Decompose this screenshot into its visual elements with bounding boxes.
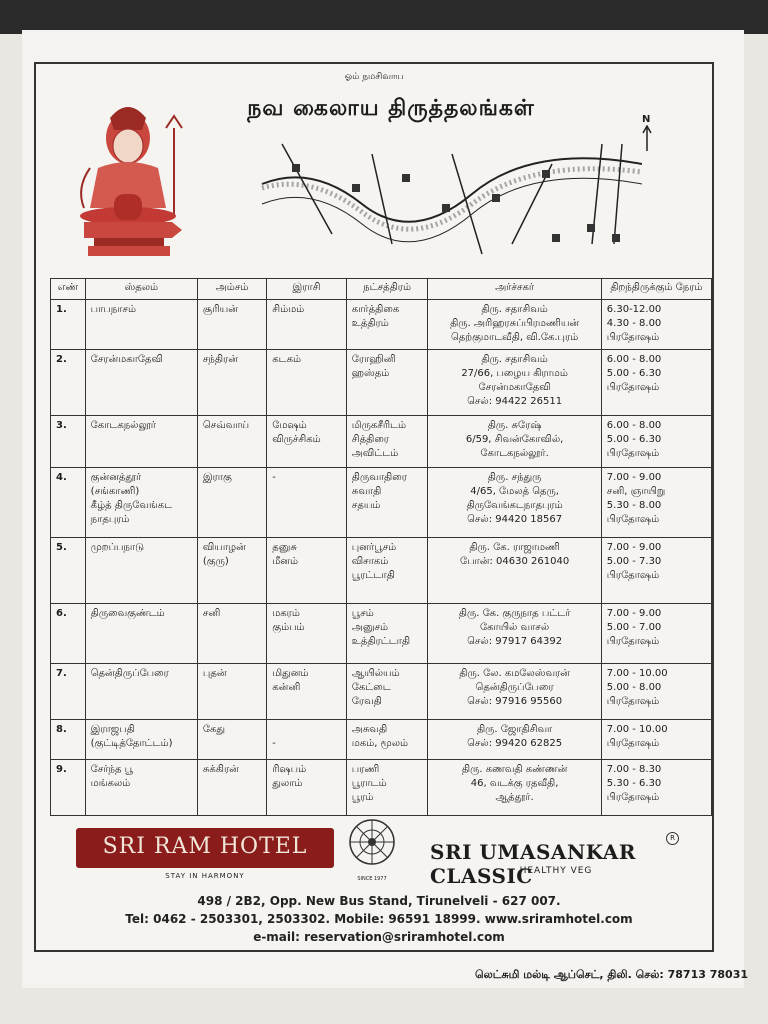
priest-line: தென்திருப்பேரை [475, 682, 554, 693]
cell-star [346, 350, 428, 416]
timing-line: பிரதோஷம் [606, 514, 660, 525]
page-title: நவ கைலாய திருத்தலங்கள் [247, 96, 535, 121]
cell-priest [428, 604, 601, 664]
timing-line: 6.00 - 8.00 [606, 354, 662, 365]
cell-place [85, 300, 197, 350]
cell-amsam [197, 350, 266, 416]
cell-place [85, 720, 197, 760]
compass-letter: N [642, 114, 651, 125]
cell-amsam [197, 664, 266, 720]
timing-line: 5.00 - 6.30 [606, 434, 662, 445]
cell-star [346, 760, 428, 816]
amsam-line: (குரு) [202, 556, 229, 567]
email-line: e-mail: reservation@sriramhotel.com [253, 930, 505, 944]
cell-number: 9. [51, 760, 86, 816]
rasi-line: சிம்மம் [272, 304, 305, 315]
column-header-number: எண் [51, 279, 86, 300]
cell-amsam [197, 760, 266, 816]
cell-place [85, 350, 197, 416]
priest-line: திரு. சதாசிவம் [481, 354, 548, 365]
rasi-line: விருச்சிகம் [272, 434, 321, 445]
timing-line: 5.30 - 6.30 [606, 778, 662, 789]
cell-amsam [197, 604, 266, 664]
cell-priest [428, 538, 601, 604]
cell-rasi [267, 468, 347, 538]
cell-timing [601, 664, 711, 720]
priest-line: திரு. கணவதி கண்ணன் [461, 764, 568, 775]
cell-place [85, 538, 197, 604]
priest-line: செல்: 94422 26511 [467, 396, 563, 407]
cell-priest [428, 664, 601, 720]
classic-tagline: HEALTHY VEG [519, 866, 593, 876]
cell-number: 8. [51, 720, 86, 760]
cell-amsam [197, 468, 266, 538]
column-header-priest: அர்ச்சகர் [428, 279, 601, 300]
shiva-lingam-illustration [70, 98, 200, 268]
timing-line: பிரதோஷம் [606, 570, 660, 581]
cell-rasi [267, 300, 347, 350]
cell-star [346, 468, 428, 538]
header [36, 64, 712, 272]
timing-line: 6.00 - 8.00 [606, 420, 662, 431]
table-row [51, 416, 712, 468]
priest-line: திரு. ஜோதிசிவா [476, 724, 553, 735]
cell-number: 5. [51, 538, 86, 604]
star-line: விசாகம் [351, 556, 389, 567]
timing-line: சனி, ஞாயிறு [606, 486, 666, 497]
address-line: 498 / 2B2, Opp. New Bus Stand, Tirunelveli - 627 007. [197, 894, 561, 908]
star-line: பூசம் [351, 608, 374, 619]
amsam-line: வியாழன் [202, 542, 246, 553]
cell-star [346, 664, 428, 720]
place-line: கீழ்த் திருவேங்கட [90, 500, 173, 511]
cell-place [85, 760, 197, 816]
column-header-amsam: அம்சம் [197, 279, 266, 300]
star-line: பூரம் [351, 792, 374, 803]
north-arrow-icon [642, 114, 652, 151]
place-line: மங்கலம் [90, 778, 131, 789]
cell-priest [428, 760, 601, 816]
priest-line: திருவேங்கடநாதபுரம் [466, 500, 563, 511]
table-row [51, 720, 712, 760]
priest-line: செல்: 97917 64392 [467, 636, 563, 647]
timing-line: 7.00 - 10.00 [606, 668, 668, 679]
timing-line: பிரதோஷம் [606, 738, 660, 749]
rasi-line: மிதுனம் [272, 668, 309, 679]
table-row [51, 664, 712, 720]
place-line: சேர்ந்த பூ [90, 764, 134, 775]
timing-line: 7.00 - 9.00 [606, 608, 662, 619]
cell-timing [601, 760, 711, 816]
column-header-star: நட்சத்திரம் [346, 279, 428, 300]
amsam-line: கேது [202, 724, 226, 735]
timing-line: பிரதோஷம் [606, 332, 660, 343]
rasi-line: தனுசு [272, 542, 297, 553]
place-line: (சங்காணி) [90, 486, 140, 497]
phone-line: Tel: 0462 - 2503301, 2503302. Mobile: 96591 18999. www.sriramhotel.com [125, 912, 633, 926]
timing-line: பிரதோஷம் [606, 792, 660, 803]
star-line: பரணி [351, 764, 380, 775]
cell-timing [601, 300, 711, 350]
cell-priest [428, 350, 601, 416]
cell-rasi [267, 664, 347, 720]
priest-line: திரு. கே. குருநாத பட்டர் [458, 608, 571, 619]
priest-line: 27/66, பழைய கிராமம் [461, 368, 568, 379]
table-row [51, 538, 712, 604]
cell-amsam [197, 416, 266, 468]
star-line: ஹஸ்தம் [351, 368, 390, 379]
priest-line: திரு. கே. ராஜாமணி [469, 542, 560, 553]
star-line: திருவாதிரை [351, 472, 407, 483]
rasi-line: கன்னி [272, 682, 301, 693]
place-line: முறப்பநாடு [90, 542, 145, 553]
star-line: சித்திரை [351, 434, 389, 445]
star-line: உத்திரட்டாதி [351, 636, 411, 647]
priest-line: 46, வடக்கு ரதவீதி, [470, 778, 559, 789]
rasi-line: கடகம் [272, 354, 302, 365]
star-line: சதயம் [351, 500, 381, 511]
star-line: மிருகசீரிடம் [351, 420, 407, 431]
rasi-line: மேஷம் [272, 420, 307, 431]
place-line: குன்னத்தூர் [90, 472, 142, 483]
cell-star [346, 720, 428, 760]
sri-ram-hotel-logo [76, 828, 334, 868]
invocation: ஓம் நமசிவாய [344, 72, 404, 82]
cell-priest [428, 720, 601, 760]
timing-line: 6.30-12.00 [606, 304, 662, 315]
hotel-name: SRI RAM HOTEL [102, 834, 308, 859]
column-header-timing: திறந்திருக்கும் நேரம் [601, 279, 711, 300]
cell-rasi [267, 538, 347, 604]
temple-route-map [252, 124, 642, 264]
table-row [51, 760, 712, 816]
cell-timing [601, 350, 711, 416]
column-header-place: ஸ்தலம் [85, 279, 197, 300]
priest-line: திரு. லே. கமலேஸ்வரன் [459, 668, 570, 679]
timing-line: 7.00 - 9.00 [606, 542, 662, 553]
priest-line: சேரன்மகாதேவி [478, 382, 551, 393]
cell-rasi [267, 416, 347, 468]
table-row [51, 350, 712, 416]
place-line: பாபநாசம் [90, 304, 137, 315]
priest-line: திரு. சதாசிவம் [481, 304, 548, 315]
amsam-line: சுக்கிரன் [202, 764, 239, 775]
cell-place [85, 468, 197, 538]
amsam-line: சனி [202, 608, 221, 619]
amsam-line: செவ்வாய் [202, 420, 250, 431]
place-line: (குட்டித்தோட்டம்) [90, 738, 173, 749]
star-line: உத்திரம் [351, 318, 389, 329]
rasi-line: மகரம் [272, 608, 300, 619]
timing-line: 4.30 - 8.00 [606, 318, 662, 329]
rasi-line [272, 723, 341, 737]
cell-priest [428, 468, 601, 538]
place-line: சேரன்மகாதேவி [90, 354, 163, 365]
cell-star [346, 416, 428, 468]
cell-timing [601, 720, 711, 760]
cell-priest [428, 416, 601, 468]
priest-line: திரு. சுரேஷ் [487, 420, 542, 431]
star-line: அனுசம் [351, 622, 389, 633]
table-row [51, 604, 712, 664]
rasi-line: மீனம் [272, 556, 299, 567]
place-line: இராஜபதி [90, 724, 135, 735]
rasi-line: துலாம் [272, 778, 303, 789]
star-line: அசுவதி [351, 724, 388, 735]
cell-rasi [267, 350, 347, 416]
cell-number: 7. [51, 664, 86, 720]
cell-place [85, 664, 197, 720]
priest-line: ஆத்தூர். [495, 792, 534, 803]
cell-priest [428, 300, 601, 350]
priest-line: திரு. சந்துரு [487, 472, 542, 483]
cell-timing [601, 416, 711, 468]
star-line: மகம், மூலம் [351, 738, 409, 749]
star-line: ஆயில்யம் [351, 668, 400, 679]
table-header-row [51, 279, 712, 300]
star-line: கார்த்திகை [351, 304, 400, 315]
priest-line: போன்: 04630 261040 [460, 556, 570, 567]
cell-timing [601, 604, 711, 664]
cell-number: 4. [51, 468, 86, 538]
timing-line: பிரதோஷம் [606, 382, 660, 393]
classic-restaurant-name: SRI UMASANKAR CLASSIC [430, 840, 636, 888]
priest-line: செல்: 94420 18567 [467, 514, 563, 525]
place-line: தென்திருப்பேரை [90, 668, 169, 679]
cell-amsam [197, 720, 266, 760]
priest-line: திரு. அரிஹரசுப்பிரமணியன் [450, 318, 580, 329]
table-row [51, 468, 712, 538]
timing-line: பிரதோஷம் [606, 448, 660, 459]
rasi-line: ரிஷபம் [272, 764, 307, 775]
amsam-line: புதன் [202, 668, 227, 679]
priest-line: கோயில் வாசல் [480, 622, 550, 633]
timing-line: 7.00 - 9.00 [606, 472, 662, 483]
priest-line: 4/65, மேலத் தெரு, [470, 486, 559, 497]
printer-credit: லெட்சுமி மல்டி ஆப்செட், திலி. செல்: 78713 78031 [475, 968, 748, 981]
star-line: பூரட்டாதி [351, 570, 395, 581]
timing-line: 7.00 - 8.30 [606, 764, 662, 775]
rasi-line: - [272, 738, 276, 749]
star-line: ரோஹினி [351, 354, 396, 365]
timing-line: பிரதோஷம் [606, 636, 660, 647]
cell-rasi [267, 604, 347, 664]
priest-line: 6/59, சிவன்கோவில், [465, 434, 564, 445]
star-line: அவிட்டம் [351, 448, 399, 459]
place-line: கோடகநல்லூர் [90, 420, 156, 431]
star-line: பூராடம் [351, 778, 387, 789]
hotel-tagline: STAY IN HARMONY [165, 872, 245, 880]
rasi-line: கும்பம் [272, 622, 305, 633]
amsam-line: சூரியன் [202, 304, 238, 315]
hotel-emblem-icon [346, 816, 398, 874]
place-line: நாதபுரம் [90, 514, 130, 525]
cell-star [346, 538, 428, 604]
cell-star [346, 300, 428, 350]
amsam-line: இராகு [202, 472, 232, 483]
cell-amsam [197, 538, 266, 604]
emblem-since: SINCE 1977 [357, 876, 387, 882]
timing-line: பிரதோஷம் [606, 696, 660, 707]
timing-line: 7.00 - 10.00 [606, 724, 668, 735]
cell-number: 3. [51, 416, 86, 468]
registered-mark: R [666, 832, 679, 845]
star-line: சுவாதி [351, 486, 382, 497]
place-line: திருவைகுண்டம் [90, 608, 165, 619]
column-header-rasi: இராசி [267, 279, 347, 300]
top-shadow [0, 0, 768, 34]
rasi-line: - [272, 472, 276, 483]
priest-line: செல்: 99420 62825 [467, 738, 563, 749]
cell-rasi [267, 720, 347, 760]
star-line: கேட்டை [351, 682, 391, 693]
cell-amsam [197, 300, 266, 350]
timing-line: 5.00 - 7.30 [606, 556, 662, 567]
timing-line: 5.00 - 8.00 [606, 682, 662, 693]
document-frame [34, 62, 714, 952]
cell-timing [601, 538, 711, 604]
priest-line: செல்: 97916 95560 [467, 696, 563, 707]
cell-number: 1. [51, 300, 86, 350]
cell-place [85, 416, 197, 468]
table-row [51, 300, 712, 350]
cell-star [346, 604, 428, 664]
timing-line: 5.30 - 8.00 [606, 500, 662, 511]
amsam-line: சந்திரன் [202, 354, 238, 365]
cell-number: 6. [51, 604, 86, 664]
priest-line: கோடகநல்லூர். [480, 448, 549, 459]
cell-timing [601, 468, 711, 538]
cell-place [85, 604, 197, 664]
cell-number: 2. [51, 350, 86, 416]
priest-line: தெற்குமாடவீதி, வி.கே.புரம் [451, 332, 579, 343]
timing-line: 5.00 - 6.30 [606, 368, 662, 379]
star-line: புனர்பூசம் [351, 542, 397, 553]
cell-rasi [267, 760, 347, 816]
timing-line: 5.00 - 7.00 [606, 622, 662, 633]
star-line: ரேவதி [351, 696, 382, 707]
temple-table [50, 278, 712, 816]
